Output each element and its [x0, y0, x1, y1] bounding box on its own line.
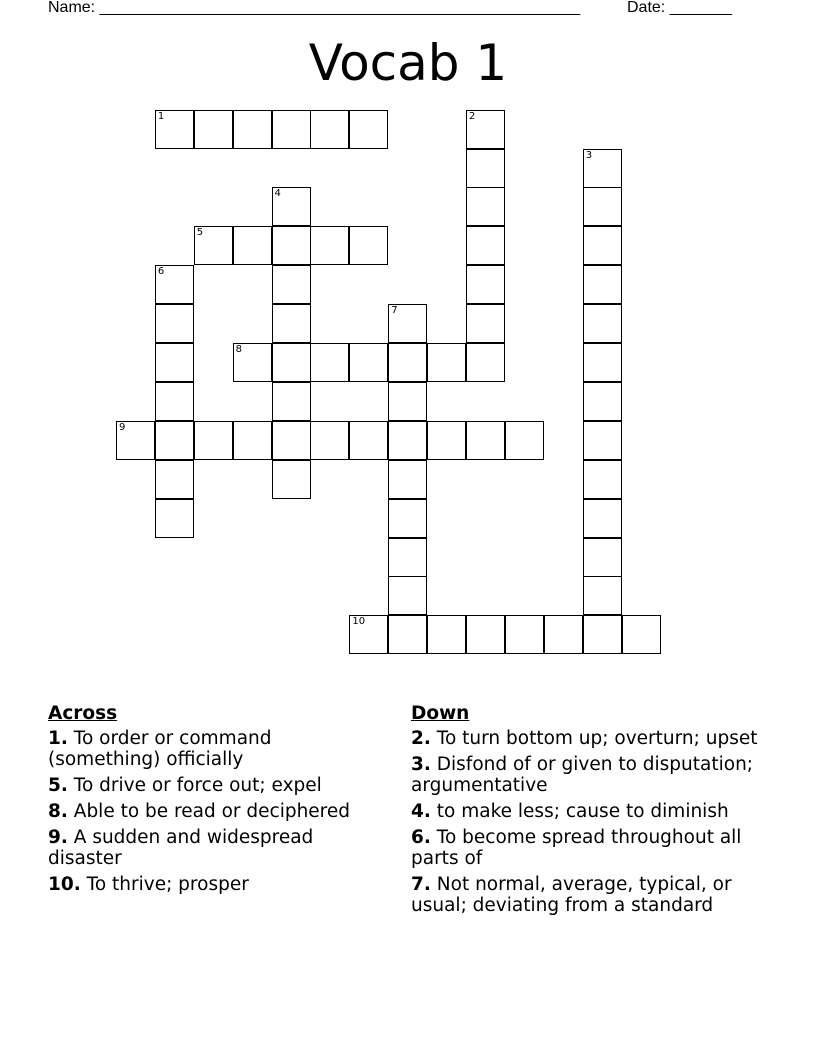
- crossword-cell[interactable]: [233, 421, 272, 460]
- crossword-cell[interactable]: [272, 460, 311, 499]
- crossword-cell[interactable]: [155, 382, 194, 421]
- crossword-cell-1[interactable]: [155, 110, 194, 149]
- crossword-cell-10[interactable]: [349, 615, 388, 654]
- clue-across-5: 5. To drive or force out; expel: [48, 775, 322, 796]
- across-heading: Across: [48, 703, 118, 724]
- crossword-cell[interactable]: [272, 343, 311, 382]
- crossword-cell[interactable]: [233, 110, 272, 149]
- clue-number-label: 9: [118, 421, 126, 433]
- crossword-cell[interactable]: [155, 304, 194, 343]
- crossword-cell[interactable]: [466, 149, 505, 188]
- crossword-cell[interactable]: [388, 382, 427, 421]
- clue-across-8: 8. Able to be read or deciphered: [48, 801, 351, 822]
- crossword-cell[interactable]: [155, 343, 194, 382]
- clue-number-label: 8: [235, 344, 243, 356]
- crossword-cell[interactable]: [310, 110, 349, 149]
- crossword-cell[interactable]: [466, 343, 505, 382]
- crossword-cell[interactable]: [505, 615, 544, 654]
- crossword-cell[interactable]: [466, 187, 505, 226]
- crossword-cell[interactable]: [388, 460, 427, 499]
- crossword-cell[interactable]: [583, 460, 622, 499]
- crossword-cell[interactable]: [466, 421, 505, 460]
- clue-down-6: 6. To become spread throughout all parts of: [411, 827, 742, 869]
- clue-number-label: 3: [585, 149, 593, 161]
- crossword-cell[interactable]: [427, 421, 466, 460]
- crossword-cell[interactable]: [388, 343, 427, 382]
- crossword-cell[interactable]: [349, 421, 388, 460]
- crossword-cell[interactable]: [310, 343, 349, 382]
- clue-across-9: 9. A sudden and widespread disaster: [48, 827, 314, 869]
- crossword-cell[interactable]: [194, 110, 233, 149]
- crossword-cell[interactable]: [272, 382, 311, 421]
- crossword-cell[interactable]: [544, 615, 583, 654]
- crossword-cell[interactable]: [349, 110, 388, 149]
- clue-number-label: 2: [469, 110, 476, 122]
- crossword-cell[interactable]: [583, 499, 622, 538]
- crossword-cell[interactable]: [427, 343, 466, 382]
- crossword-cell[interactable]: [349, 343, 388, 382]
- crossword-cell[interactable]: [466, 226, 505, 265]
- crossword-cell-6[interactable]: [155, 265, 194, 304]
- crossword-cell[interactable]: [466, 304, 505, 343]
- clue-number-label: 6: [157, 266, 165, 278]
- crossword-cell[interactable]: [583, 304, 622, 343]
- crossword-cell-2[interactable]: [466, 110, 505, 149]
- clue-down-3: 3. Disfond of or given to disputation; argumentative: [411, 754, 754, 796]
- crossword-cell[interactable]: [155, 421, 194, 460]
- crossword-cell[interactable]: [155, 499, 194, 538]
- crossword-cell[interactable]: [310, 421, 349, 460]
- crossword-cell-8[interactable]: [233, 343, 272, 382]
- crossword-cell[interactable]: [388, 538, 427, 577]
- crossword-cell[interactable]: [583, 538, 622, 577]
- crossword-cell[interactable]: [388, 499, 427, 538]
- clue-down-2: 2. To turn bottom up; overturn; upset: [411, 728, 758, 749]
- crossword-cell[interactable]: [155, 460, 194, 499]
- clue-down-7: 7. Not normal, average, typical, or usual; deviating from a standard: [411, 874, 732, 916]
- crossword-cell-3[interactable]: [583, 149, 622, 188]
- crossword-cell[interactable]: [466, 615, 505, 654]
- clue-number-label: 10: [352, 616, 366, 628]
- down-heading: Down: [411, 703, 470, 724]
- clue-number-label: 1: [157, 110, 165, 122]
- crossword-cell[interactable]: [466, 265, 505, 304]
- crossword-cell[interactable]: [583, 226, 622, 265]
- crossword-cell[interactable]: [427, 615, 466, 654]
- date-field-label: Date: _______: [627, 0, 732, 16]
- clue-across-1: 1. To order or command (something) officially: [48, 728, 272, 770]
- crossword-cell[interactable]: [388, 576, 427, 615]
- crossword-cell[interactable]: [272, 304, 311, 343]
- crossword-cell[interactable]: [272, 226, 311, 265]
- crossword-cell[interactable]: [272, 110, 311, 149]
- crossword-cell[interactable]: [583, 576, 622, 615]
- crossword-cell-9[interactable]: [116, 421, 155, 460]
- clue-number-label: 4: [274, 188, 281, 200]
- crossword-cell-7[interactable]: [388, 304, 427, 343]
- crossword-cell-5[interactable]: [194, 226, 233, 265]
- clue-number-label: 7: [391, 305, 398, 317]
- crossword-cell[interactable]: [583, 382, 622, 421]
- crossword-cell[interactable]: [388, 615, 427, 654]
- page-title: Vocab 1: [308, 34, 508, 92]
- crossword-cell[interactable]: [583, 421, 622, 460]
- crossword-cell[interactable]: [583, 615, 622, 654]
- crossword-cell[interactable]: [349, 226, 388, 265]
- across-clues: [48, 702, 388, 900]
- crossword-cell[interactable]: [583, 265, 622, 304]
- clue-number-label: 5: [196, 227, 204, 239]
- crossword-cell-4[interactable]: [272, 187, 311, 226]
- clue-down-4: 4. to make less; cause to diminish: [411, 801, 729, 822]
- crossword-cell[interactable]: [583, 187, 622, 226]
- crossword-cell[interactable]: [272, 421, 311, 460]
- crossword-cell[interactable]: [388, 421, 427, 460]
- down-clues: [411, 702, 771, 921]
- crossword-cell[interactable]: [194, 421, 233, 460]
- crossword-cell[interactable]: [310, 226, 349, 265]
- clue-across-10: 10. To thrive; prosper: [48, 874, 249, 895]
- crossword-cell[interactable]: [622, 615, 661, 654]
- crossword-cell[interactable]: [233, 226, 272, 265]
- crossword-cell[interactable]: [505, 421, 544, 460]
- crossword-cell[interactable]: [272, 265, 311, 304]
- crossword-cell[interactable]: [583, 343, 622, 382]
- name-field-label: Name: ______________________________________________________: [48, 0, 581, 16]
